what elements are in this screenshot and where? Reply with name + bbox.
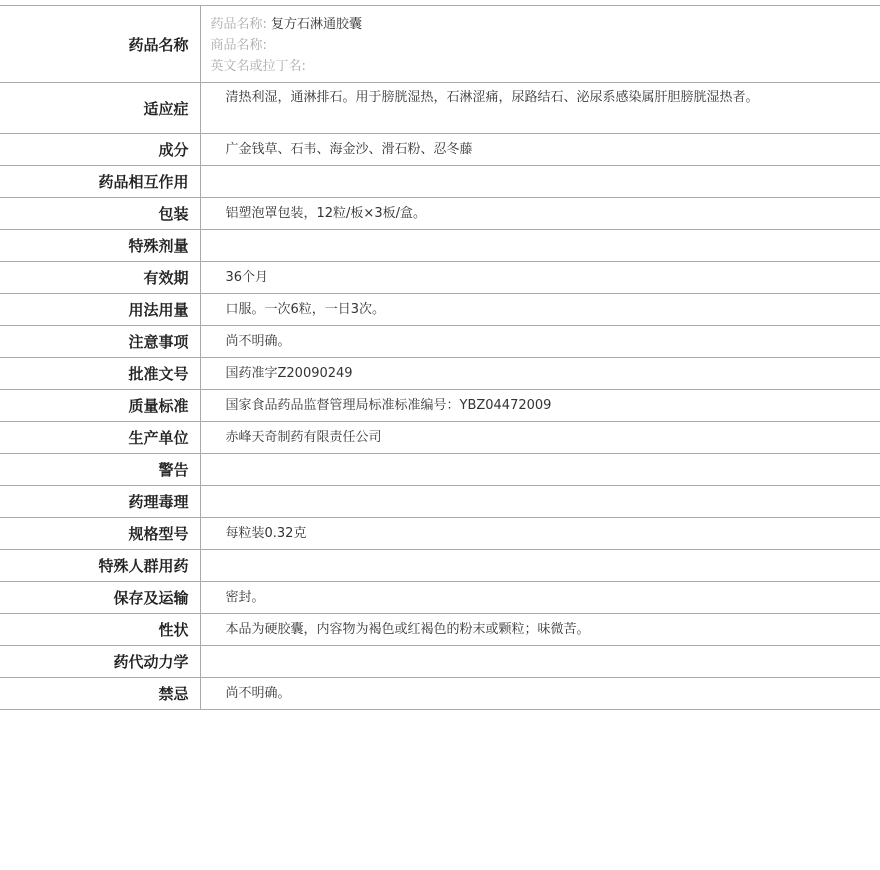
row-label: 有效期 [0,262,200,294]
row-label: 禁忌 [0,678,200,710]
row-value: 清热利湿，通淋排石。用于膀胱湿热，石淋涩痛，尿路结石、泌尿系感染属肝胆膀胱湿热者。 [225,90,759,105]
row-label: 质量标准 [0,390,200,422]
table-row-interactions [0,166,880,198]
table-row-contraindications [0,678,880,710]
row-value: 36个月 [225,269,269,285]
table-row-warning [0,454,880,486]
row-label: 用法用量 [0,294,200,326]
trade-name-line [211,36,801,57]
row-value [200,166,880,198]
row-value [200,550,880,582]
table-row-description [0,614,880,646]
english-name-line [211,57,801,78]
row-value [200,454,880,486]
row-value [200,230,880,262]
table-row-manufacturer [0,422,880,454]
row-label: 保存及运输 [0,582,200,614]
english-name-key: 英文名或拉丁名: [210,59,306,74]
row-value: 尚不明确。 [225,333,291,349]
row-label: 特殊人群用药 [0,550,200,582]
trade-name-key: 商品名称: [210,38,267,53]
table-row-special-population [0,550,880,582]
generic-name-line [211,15,801,36]
row-label: 药品相互作用 [0,166,200,198]
table-row-pharmacokinetics [0,646,880,678]
row-label: 成分 [0,134,200,166]
table-row-special-dosage [0,230,880,262]
row-value: 广金钱草、石韦、海金沙、滑石粉、忍冬藤 [225,141,473,157]
table-row-packaging [0,198,880,230]
row-label: 批准文号 [0,358,200,390]
table-row-precautions [0,326,880,358]
row-value: 尚不明确。 [225,685,291,701]
row-value: 国药准字Z20090249 [225,365,353,381]
row-label: 药代动力学 [0,646,200,678]
generic-name-key: 药品名称: [210,17,267,32]
table-row-specification [0,518,880,550]
row-value: 密封。 [225,589,265,605]
table-row-quality-standard [0,390,880,422]
row-value [200,486,880,518]
generic-name-value: 复方石淋通胶囊 [271,17,363,32]
table-row-storage [0,582,880,614]
table-row-indication [0,83,880,134]
row-value [200,646,880,678]
drug-name-values [200,6,880,83]
table-row-pharmacology [0,486,880,518]
row-label: 适应症 [0,83,200,134]
row-label: 药品名称 [0,6,200,83]
row-label: 生产单位 [0,422,200,454]
drug-info-table [0,5,880,710]
table-row-shelf-life [0,262,880,294]
row-label: 包装 [0,198,200,230]
table-row-ingredients [0,134,880,166]
row-label: 药理毒理 [0,486,200,518]
row-label: 特殊剂量 [0,230,200,262]
row-value: 铝塑泡罩包装，12粒/板×3板/盒。 [225,205,426,221]
row-value: 每粒装0.32克 [225,525,307,541]
row-label: 警告 [0,454,200,486]
row-label: 注意事项 [0,326,200,358]
table-row-dosage [0,294,880,326]
table-row-drug-name [0,6,880,83]
row-value: 赤峰天奇制药有限责任公司 [225,429,382,445]
row-label: 性状 [0,614,200,646]
table-row-approval-number [0,358,880,390]
row-value: 口服。一次6粒，一日3次。 [225,301,386,317]
row-value: 国家食品药品监督管理局标准标准编号：YBZ04472009 [225,397,552,413]
row-value: 本品为硬胶囊，内容物为褐色或红褐色的粉末或颗粒；味微苦。 [225,621,590,637]
row-label: 规格型号 [0,518,200,550]
